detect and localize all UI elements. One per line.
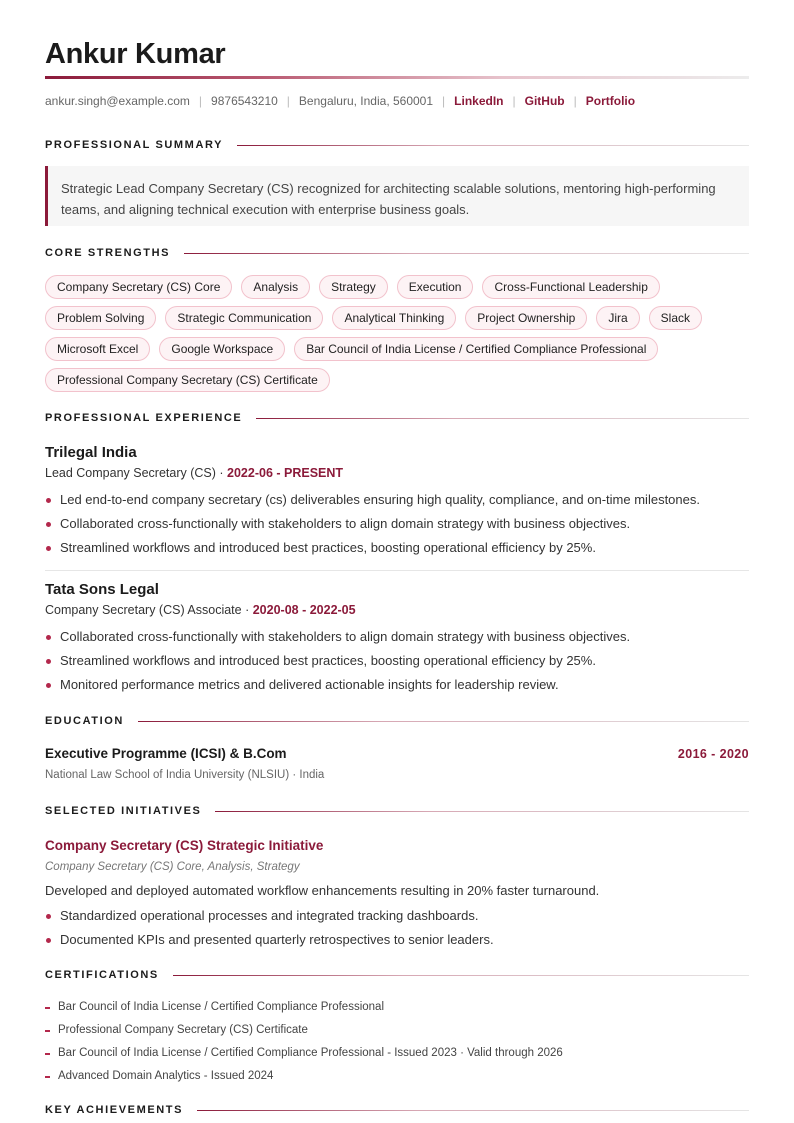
role-separator: · [245,603,253,617]
role-separator: · [219,466,228,480]
education-degree: Executive Programme (ICSI) & B.Com [45,746,287,761]
email-text: ankur.singh@example.com [45,94,190,108]
section-title: EDUCATION [45,715,124,727]
job-bullets [45,625,749,697]
education-dates: 2016 - 2020 [677,747,749,761]
job-bullet: Monitored performance metrics and delivered actionable insights for leadership review. [45,673,749,697]
linkedin-link[interactable]: LinkedIn [454,94,504,108]
job-bullet: Led end-to-end company secretary (cs) deliverables ensuring high quality, compliance, and on-time milestones. [45,488,749,512]
section-title: KEY ACHIEVEMENTS [45,1104,184,1116]
strength-chip: Professional Company Secretary (CS) Certificate [45,368,330,392]
name-divider [45,76,749,79]
section-header-education [45,715,749,727]
job-company: Trilegal India [45,444,137,461]
strength-chip: Strategic Communication [165,306,323,330]
section-title: PROFESSIONAL EXPERIENCE [45,412,243,424]
section-rule [184,253,749,254]
contact-separator: | [286,94,290,108]
section-title: CERTIFICATIONS [45,969,159,981]
certification-item: Bar Council of India License / Certified Compliance Professional [45,996,563,1019]
certification-item: Bar Council of India License / Certified Compliance Professional - Issued 2023 · Valid through 2026 [45,1042,563,1065]
contact-separator: | [198,94,203,108]
section-rule [173,975,749,976]
job-dates: 2020-08 - 2022-05 [252,603,356,617]
contact-line [45,94,635,108]
job-bullet: Collaborated cross-functionally with stakeholders to align domain strategy with business objectives. [45,512,749,536]
contact-separator: | [512,94,516,108]
phone-text: 9876543210 [211,94,278,108]
location-text: Bengaluru, India, 560001 [298,94,434,108]
job-role: Lead Company Secretary (CS) [45,466,216,480]
section-header-experience [45,412,749,424]
section-header-certifications [45,969,749,981]
strength-chip: Bar Council of India License / Certified Compliance Professional [294,337,658,361]
initiative-bullet: Standardized operational processes and integrated tracking dashboards. [45,904,749,928]
strengths-list [45,275,749,392]
job-role-line [45,466,343,480]
portfolio-link[interactable]: Portfolio [585,94,636,108]
strength-chip: Jira [596,306,639,330]
section-header-initiatives [45,805,749,817]
job-bullet: Collaborated cross-functionally with stakeholders to align domain strategy with business objectives. [45,625,749,649]
job-bullets [45,488,749,560]
strength-chip: Problem Solving [45,306,156,330]
candidate-name: Ankur Kumar [45,38,226,70]
job-bullet: Streamlined workflows and introduced best practices, boosting operational efficiency by 25%. [45,536,749,560]
job-role-line [45,603,356,617]
section-title: CORE STRENGTHS [45,247,171,259]
section-rule [197,1110,749,1111]
strength-chip: Cross-Functional Leadership [482,275,659,299]
strength-chip: Strategy [319,275,388,299]
strength-chip: Analysis [241,275,310,299]
job-company: Tata Sons Legal [45,581,159,598]
strength-chip: Slack [649,306,702,330]
strength-chip: Execution [397,275,474,299]
strength-chip: Company Secretary (CS) Core [45,275,232,299]
strength-chip: Microsoft Excel [45,337,150,361]
certification-item: Professional Company Secretary (CS) Certificate [45,1019,563,1042]
contact-separator: | [442,94,446,108]
initiative-description: Developed and deployed automated workflow enhancements resulting in 20% faster turnaround. [45,883,600,898]
initiative-bullet: Documented KPIs and presented quarterly retrospectives to senior leaders. [45,928,749,952]
section-header-achievements [45,1104,749,1116]
job-role: Company Secretary (CS) Associate [45,603,242,617]
initiative-title: Company Secretary (CS) Strategic Initiative [45,838,324,853]
strength-chip: Google Workspace [159,337,285,361]
section-header-strengths [45,247,749,259]
job-bullet: Streamlined workflows and introduced best practices, boosting operational efficiency by 25%. [45,649,749,673]
initiative-tags: Company Secretary (CS) Core, Analysis, Strategy [45,861,300,873]
section-rule [215,811,749,812]
section-title: PROFESSIONAL SUMMARY [45,139,224,151]
section-rule [237,145,749,146]
education-school: National Law School of India University (NLSIU) · India [45,769,325,781]
section-title: SELECTED INITIATIVES [45,805,202,817]
job-dates: 2022-06 - PRESENT [227,466,344,480]
summary-box: Strategic Lead Company Secretary (CS) recognized for architecting scalable solutions, mentoring high-performing teams, and aligning technical execution with enterprise business goals. [45,166,749,226]
certification-item: Advanced Domain Analytics - Issued 2024 [45,1065,563,1088]
job-divider [45,570,749,571]
strength-chip: Analytical Thinking [332,306,456,330]
initiative-bullets [45,904,749,952]
section-rule [256,418,749,419]
github-link[interactable]: GitHub [524,94,565,108]
contact-separator: | [573,94,577,108]
section-header-summary [45,139,749,151]
section-rule [138,721,749,722]
certifications-list [45,996,563,1088]
strength-chip: Project Ownership [465,306,587,330]
